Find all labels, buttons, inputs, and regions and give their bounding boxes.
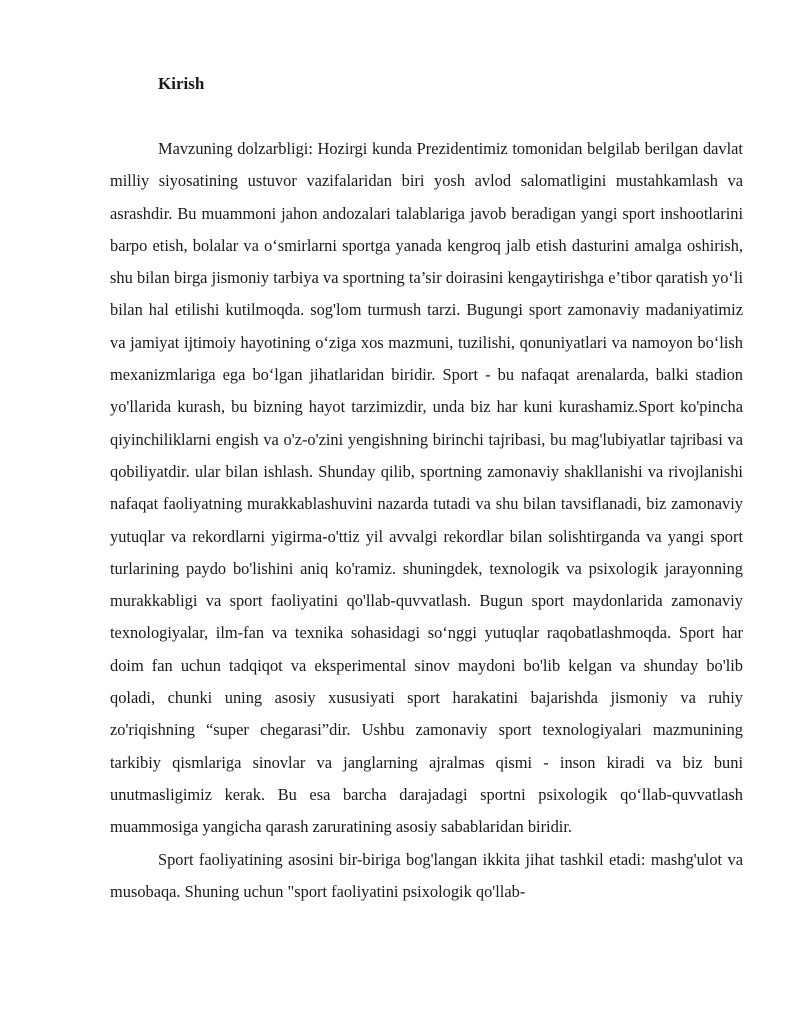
section-heading: Kirish — [158, 74, 205, 93]
paragraph-1: Mavzuning dolzarbligi: Hozirgi kunda Prezidentimiz tomonidan belgilab berilgan davlat milliy siyosatining ustuvor vazifalaridan biri yosh avlod salomatligini mustahkamlash va asrashdir. Bu muammoni jahon andozalari talablariga javob beradigan yangi sport inshootlarini barpo etish, bolalar va o‘smirlarni sportga yanada kengroq jalb etish dasturini amalga oshirish, shu bilan birga jismoniy tarbiya va sportning ta’sir doirasini kengaytirishga e’tibor qaratish yo‘li bilan hal etilishi kutilmoqda. sog'lom turmush tarzi. Bugungi sport zamonaviy madaniyatimiz va jamiyat ijtimoiy hayotining o‘ziga xos mazmuni, tuzilishi, qonuniyatlari va namoyon bo‘lish mexanizmlariga ega bo‘lgan jihatlaridan biridir. Sport - bu nafaqat arenalarda, balki stadion yo'llarida kurash, bu bizning hayot tarzimizdir, unda biz har kuni kurashamiz.Sport ko'pincha qiyinchiliklarni engish va o'z-o'zini yengishning birinchi tajribasi, bu mag'lubiyatlar tajribasi va qobiliyatdir. ular bilan ishlash. Shunday qilib, sportning zamonaviy shakllanishi va rivojlanishi nafaqat faoliyatning murakkablashuvini nazarda tutadi va shu bilan tavsiflanadi, biz zamonaviy yutuqlar va rekordlarni yigirma-o'ttiz yil avvalgi rekordlar bilan solishtirganda va yangi sport turlarining paydo bo'lishini aniq ko'ramiz. shuningdek, texnologik va psixologik jarayonning murakkabligi va sport faoliyatini qo'llab-quvvatlash. Bugun sport maydonlarida zamonaviy texnologiyalar, ilm-fan va texnika sohasidagi so‘nggi yutuqlar raqobatlashmoqda. Sport har doim fan uchun tadqiqot va eksperimental sinov maydoni bo'lib kelgan va shunday bo'lib qoladi, chunki uning asosiy xususiyati sport harakatini bajarishda jismoniy va ruhiy zo'riqishning “super chegarasi”dir. Ushbu zamonaviy sport texnologiyalari mazmunining tarkibiy qismlariga sinovlar va janglarning ajralmas qismi - inson kiradi va biz buni unutmasligimiz kerak. Bu esa barcha darajadagi sportni psixologik qo‘llab-quvvatlash muammosiga yangicha qarash zaruratining asosiy sabablaridan biridir. — [110, 139, 743, 837]
paragraph-2: Sport faoliyatining asosini bir-biriga bog'langan ikkita jihat tashkil etadi: mashg'ulot va musobaqa. Shuning uchun "sport faoliyatini psixologik qo'llab- — [110, 849, 743, 901]
body-text — [110, 133, 743, 908]
